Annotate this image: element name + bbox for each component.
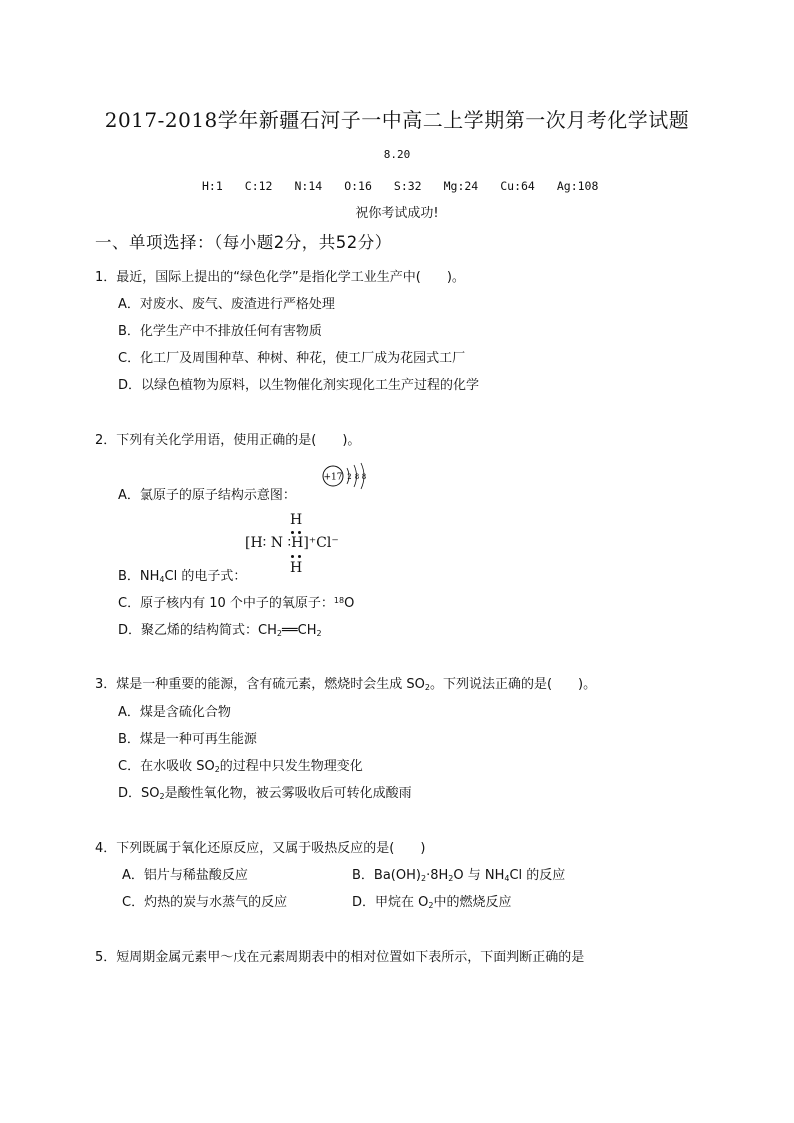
- atomic-mass-item: Mg:24: [443, 179, 479, 193]
- question-1-option-b: B．化学生产中不排放任何有害物质: [118, 324, 322, 339]
- atomic-masses: [202, 179, 620, 193]
- question-4-option-d: D．甲烷在 $O_2$中的燃烧反应: [352, 895, 512, 910]
- electron-dot: [291, 555, 294, 558]
- question-1-option-a: A．对废水、废气、废渣进行严格处理: [118, 297, 335, 312]
- nh4-row: [H∶ N ∶H]⁺Cl⁻: [245, 535, 339, 551]
- nh4-h-bottom: H: [290, 560, 303, 576]
- question-2-option-d: D．聚乙烯的结构简式：$CH_2══CH_2$: [118, 623, 322, 638]
- shell-1-count: 2: [347, 473, 352, 481]
- atomic-mass-item: N:14: [294, 179, 323, 193]
- exam-date: 8.20: [383, 148, 411, 161]
- electron-dot: [291, 531, 294, 534]
- question-2-option-c: C．原子核内有 10 个中子的氧原子：$^{18}$O: [118, 596, 355, 611]
- question-3-stem: 3．煤是一种重要的能源，含有硫元素，燃烧时会生成 $SO_2$。下列说法正确的是( )。: [95, 677, 597, 692]
- question-4-option-b: B．$Ba(OH)_2\cdot 8H_2O$ 与 $NH_4Cl$ 的反应: [352, 868, 566, 883]
- question-2-option-b: B．$NH_4Cl$ 的电子式：: [118, 569, 247, 584]
- question-4-option-a: A．铝片与稀盐酸反应: [122, 868, 248, 883]
- question-3-option-c: C．在水吸收 $SO_2$的过程中只发生物理变化: [118, 759, 363, 774]
- question-1-option-c: C．化工厂及周围种草、种树、种花，使工厂成为花园式工厂: [118, 351, 466, 366]
- good-luck-text: 祝你考试成功!: [355, 206, 439, 221]
- shell-2-count: 8: [354, 473, 360, 481]
- question-4-stem: 4．下列既属于氧化还原反应，又属于吸热反应的是( ): [95, 841, 426, 856]
- electron-dot: [298, 531, 301, 534]
- ammonium-chloride-electron-formula: [245, 512, 395, 580]
- chlorine-atom-diagram: [320, 462, 380, 492]
- question-2-option-a: A．氯原子的原子结构示意图：: [118, 488, 296, 503]
- atomic-mass-item: Cu:64: [500, 179, 535, 193]
- question-4-option-c: C．灼热的炭与水蒸气的反应: [122, 895, 288, 910]
- question-5-stem: 5．短周期金属元素甲～戊在元素周期表中的相对位置如下表所示，下面判断正确的是: [95, 950, 585, 965]
- page-title: 2017-2018学年新疆石河子一中高二上学期第一次月考化学试题: [104, 108, 690, 132]
- atomic-mass-item: H:1: [202, 179, 223, 193]
- question-2-stem: 2．下列有关化学用语，使用正确的是( )。: [95, 433, 361, 448]
- electron-dot: [298, 555, 301, 558]
- nh4-h-top: H: [290, 512, 303, 528]
- question-3-option-b: B．煤是一种可再生能源: [118, 732, 257, 747]
- question-3-option-a: A．煤是含硫化合物: [118, 705, 231, 720]
- question-1-option-d: D．以绿色植物为原料，以生物催化剂实现化工生产过程的化学: [118, 378, 480, 393]
- atomic-mass-item: Ag:108: [556, 179, 599, 193]
- atomic-mass-item: S:32: [393, 179, 422, 193]
- shell-3-count: 8: [361, 473, 367, 481]
- question-1-stem: 1．最近，国际上提出的“绿色化学”是指化学工业生产中( )。: [95, 270, 465, 285]
- question-3-option-d: D．$SO_2$是酸性氧化物，被云雾吸收后可转化成酸雨: [118, 786, 412, 801]
- atomic-mass-item: O:16: [344, 179, 372, 193]
- nucleus-charge: +17: [323, 472, 343, 483]
- section-title: 一、单项选择：（每小题2分，共52分）: [95, 233, 392, 252]
- atomic-mass-item: C:12: [244, 179, 273, 193]
